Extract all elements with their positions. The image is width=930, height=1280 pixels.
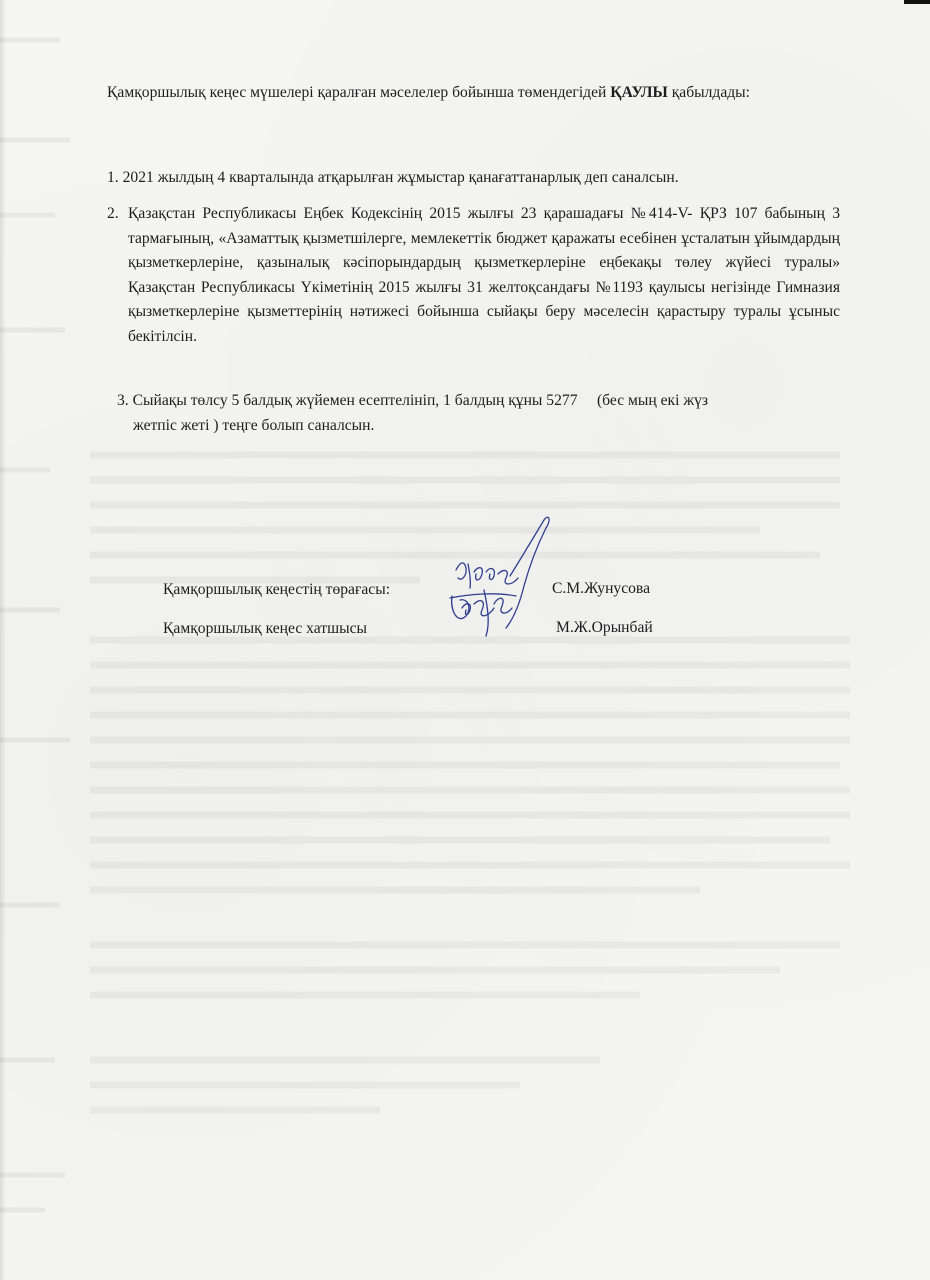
resolution-item-1 xyxy=(107,166,840,191)
scan-left-shadow xyxy=(0,0,6,1280)
secretary-name: М.Ж.Орынбай xyxy=(556,619,653,636)
resolution-item-2 xyxy=(107,202,840,349)
handwritten-signatures xyxy=(440,512,570,642)
item-line-1 xyxy=(117,389,817,414)
item-number: 1. xyxy=(107,169,119,186)
resolution-intro xyxy=(107,81,840,106)
item-text-line-1: Сыйақы төлсу 5 балдық жүйемен есептелініп, 1 балдың құны 5277 (бес мың екі жүз xyxy=(132,392,709,409)
resolution-item-3 xyxy=(117,389,817,438)
chairman-name: С.М.Жунусова xyxy=(552,580,651,597)
intro-text-before: Қамқоршылық кеңес мүшелері қаралған мәселелер бойынша төмендегідей xyxy=(107,84,611,101)
secretary-role-label: Қамқоршылық кеңес хатшысы xyxy=(163,620,367,637)
chairman-role-label: Қамқоршылық кеңестің төрағасы: xyxy=(163,581,391,598)
item-number: 2. xyxy=(107,205,119,222)
intro-bold-word: ҚАУЛЫ xyxy=(610,84,668,101)
item-number: 3. xyxy=(117,392,129,409)
intro-text-after: қабылдады: xyxy=(667,84,750,101)
item-text: 2021 жылдың 4 кварталында атқарылған жұмыстар қанағаттанарлық деп саналсын. xyxy=(122,169,679,186)
scan-corner-mark xyxy=(904,0,930,4)
item-text-line-2: жетпіс жеті ) теңге болып саналсын. xyxy=(133,416,375,434)
item-text: Қазақстан Республикасы Еңбек Кодексінің 2015 жылғы 23 қарашадағы №414-V- ҚРЗ 107 бабының 3 тармағының, «Азаматтық қызметшілерге, мемлекеттік бюджет қаражаты есебінен ұсталатын ұйымдардың қызметкерлеріне, қазыналық кәсіпорындардың қызметкерлеріне еңбекақы төлеу жүйесі туралы» Қазақстан Республикасы Үкіметінің 2015 жылғы 31 желтоқсандағы №1193 қаулысы негізінде Гимназия қызметкерлеріне қызметтерінің нәтижесі бойынша сыйақы беру мәселесін қарастыру туралы ұсыныс бекітілсін. xyxy=(128,205,840,345)
